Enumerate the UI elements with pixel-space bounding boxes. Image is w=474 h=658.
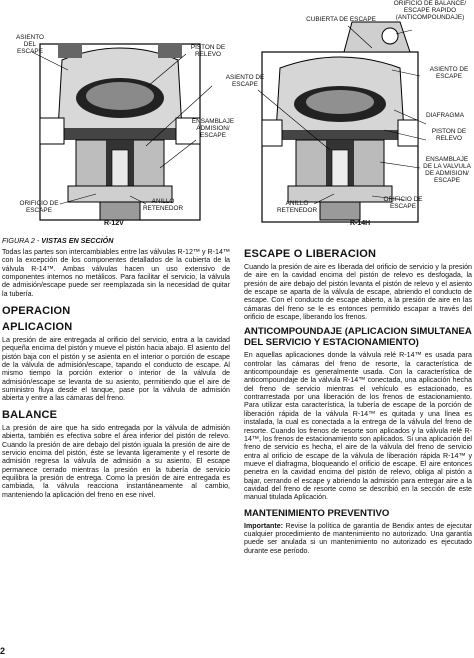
- page-number: 2: [0, 646, 6, 656]
- mantenimiento-paragraph: [244, 522, 472, 555]
- r14h-valve-drawing: [258, 22, 426, 222]
- anticompoundaje-heading: ANTICOMPOUNDAJE (APLICACION SIMULTANEA DEL SERVICIO Y ESTACIONAMIENTO): [244, 326, 472, 349]
- escape-paragraph: Cuando la presión de aire es liberada del orificio de servicio y la presión de aire en la cavidad encima del pistón de relevo es desfogada, la presión de aire debajo del pistón levanta el pistón de relevo y el asiento de escape se aparta de la válvula de escape, abriendo el conducto de escape. Con el conducto de escape abierto, a la presión de aire en las cámaras del freno se le es entonces permitido escapar a través del orificio de escape, liberando los frenos.: [244, 263, 472, 322]
- right-column: [244, 248, 472, 555]
- aplicacion-heading: APLICACION: [2, 321, 73, 334]
- label-asiento-escape-right: ASIENTO DE ESCAPE: [429, 66, 469, 80]
- anticompoundaje-paragraph: En aquellas aplicaciones donde la válvula relé R-14™ es usada para controlar las cámaras del freno de resorte, la característica de anticompoundaje es generalmente usada. Con la característica de anticompoundaje de la válvula R-14™ conectada, una aplicación hecha del freno de servicio mientras el vehículo es estacionado, es contrarrestada por una liberación de los frenos de estacionamiento. Para utilizar esta característica, la tubería de escape de la porción de liberación rápida de la válvula R-14™ es quitada y una línea es instalada, la cual es conectada a la entrega de la válvula del freno de resorte. Cuando los frenos de resorte son aplicados y la válvula relé R-14™, los frenos de estacionamiento son aplicados. Si una aplicación del freno de servicio es hecha, el aire de la válvula del freno de servicio entra al orificio de escape de la válvula de liberación rápida R-14™ y mueve el diafragma, bloqueando el orificio de escape. El aire entonces penetra en la cavidad encima del pistón de relevo, obliga al pistón a bajar, cerrando el escape y abriendo la admisión para entregar aire a la cavidad del freno de resorte como se describió en la sección de este manual titulada Aplicación.: [244, 351, 472, 502]
- intro-paragraph: Todas las partes son intercambiables entre las válvulas R-12™ y R-14™ con la excepción de los componentes detallados de la cubierta de la válvula R-14™. Ambas válvulas hacen un uso extensivo de componentes internos no metálicos. Para facilitar el servicio, la válvula de admisión/escape puede ser reemplazada sin la necesidad de quitar la tubería.: [2, 248, 230, 298]
- label-piston-relevo-right: PISTON DE RELEVO: [431, 128, 467, 142]
- operacion-heading: OPERACION: [2, 305, 71, 318]
- section-views-figure: [0, 0, 474, 236]
- balance-heading: BALANCE: [2, 408, 58, 421]
- label-asiento-escape-mid: ASIENTO DE ESCAPE: [225, 74, 265, 88]
- mantenimiento-text: Revise la política de garantía de Bendix antes de ejecutar cualquier procedimiento de mantenimiento no autorizado. Una garantía puede ser anulada si un mantenimiento no autorizado es ejecutado durante ese período.: [244, 521, 472, 555]
- label-ensamblaje-left: ENSAMBLAJE ADMISION/ ESCAPE: [191, 118, 235, 139]
- label-anillo-left: ANILLO RETENEDOR: [142, 198, 184, 212]
- importante-label: Importante:: [244, 521, 284, 530]
- label-piston-relevo-left: PISTON DE RELEVO: [190, 44, 226, 58]
- label-orificio-balance: ORIFICIO DE BALANCE/ ESCAPE RAPIDO (ANTICOMPOUNDAJE): [393, 0, 467, 21]
- figure-caption: [2, 236, 113, 245]
- label-orificio-escape-left: ORIFICIO DE ESCAPE: [19, 200, 59, 214]
- label-orificio-escape-right: ORIFICIO DE ESCAPE: [383, 196, 423, 210]
- figure-caption-prefix: FIGURA 2 -: [2, 236, 42, 245]
- mantenimiento-heading: MANTENIMIENTO PREVENTIVO: [244, 507, 390, 519]
- model-r12v: R-12V: [104, 220, 124, 227]
- escape-heading: ESCAPE O LIBERACION: [244, 248, 377, 260]
- label-ensamblaje-right: ENSAMBLAJE DE LA VALVULA DE ADMISION/ ESCAPE: [423, 156, 471, 184]
- left-column: [2, 248, 230, 499]
- r12v-valve-drawing: [32, 44, 212, 220]
- label-anillo-right: ANILLO RETENEDOR: [276, 200, 318, 214]
- figure-caption-title: VISTAS EN SECCIÓN: [41, 236, 114, 245]
- label-asiento-escape-left: ASIENTO DEL ESCAPE: [16, 34, 44, 55]
- label-cubierta: CUBIERTA DE ESCAPE: [306, 16, 376, 23]
- balance-paragraph: La presión de aire que ha sido entregada por la válvula de admisión abierta, también es efectiva sobre el área inferior del pistón de relevo. Cuando la presión de aire debajo del pistón iguala la presión de aire de servicio encima del pistón, éste se levanta ligeramente y el resorte de admisión regresa la válvula de admisión a su asiento. El escape permanece cerrado mientras la presión en la tubería de servicio equilibra la presión de entrega. Como la presión de aire entregada es cambiada, la válvula reacciona instantáneamente al cambio, manteniendo la aplicación del freno en ese nivel.: [2, 423, 230, 499]
- model-r14h: R-14H: [350, 220, 371, 227]
- aplicacion-paragraph: La presión de aire entregada al orificio del servicio, entra a la cavidad pequeña encima del pistón y mueve el pistón hacia abajo. El asiento del pistón baja con el pistón y se asienta en el interior o porción de escape de la válvula de admisión/escape, tapando el conducto de escape. Al mismo tiempo la porción exterior o interior de la válvula de admisión/escape se levanta de su asiento, permitiendo que el aire de suministro fluya desde el tanque, pase por la válvula de admisión abierta y entre a las cámaras del freno.: [2, 336, 230, 403]
- label-diafragma: DIAFRAGMA: [426, 112, 464, 119]
